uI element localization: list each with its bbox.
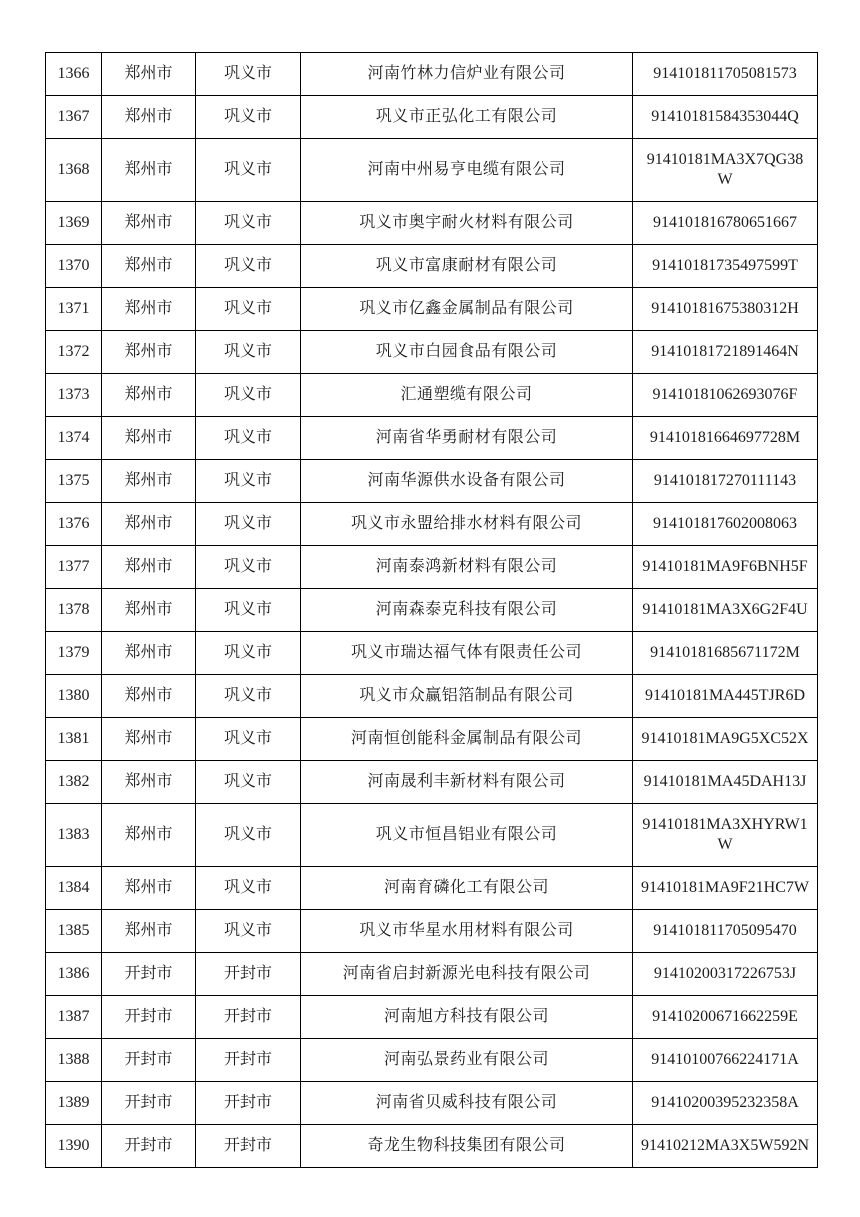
document-page [45, 52, 817, 1168]
table-row [46, 675, 818, 718]
row-number-cell: 1384 [46, 867, 102, 910]
table-row [46, 910, 818, 953]
company-name-cell: 巩义市正弘化工有限公司 [301, 96, 633, 139]
company-name-cell: 河南恒创能科金属制品有限公司 [301, 718, 633, 761]
row-number-cell: 1390 [46, 1125, 102, 1168]
company-name-cell: 巩义市瑞达福气体有限责任公司 [301, 632, 633, 675]
table-row [46, 460, 818, 503]
district-cell: 开封市 [196, 1125, 301, 1168]
city-cell: 郑州市 [102, 910, 196, 953]
company-name-cell: 巩义市恒昌铝业有限公司 [301, 804, 633, 867]
credit-code-cell: 91410181675380312H [633, 288, 818, 331]
company-name-cell: 河南森泰克科技有限公司 [301, 589, 633, 632]
district-cell: 巩义市 [196, 374, 301, 417]
city-cell: 郑州市 [102, 245, 196, 288]
credit-code-cell: 914101816780651667 [633, 202, 818, 245]
credit-code-cell: 91410181062693076F [633, 374, 818, 417]
table-row [46, 761, 818, 804]
table-row [46, 953, 818, 996]
company-name-cell: 巩义市众赢铝箔制品有限公司 [301, 675, 633, 718]
row-number-cell: 1379 [46, 632, 102, 675]
district-cell: 巩义市 [196, 417, 301, 460]
district-cell: 巩义市 [196, 546, 301, 589]
credit-code-cell: 914101817602008063 [633, 503, 818, 546]
row-number-cell: 1378 [46, 589, 102, 632]
district-cell: 巩义市 [196, 202, 301, 245]
credit-code-cell: 91410181MA3X7QG38W [633, 139, 818, 202]
row-number-cell: 1367 [46, 96, 102, 139]
row-number-cell: 1380 [46, 675, 102, 718]
city-cell: 郑州市 [102, 761, 196, 804]
company-name-cell: 巩义市亿鑫金属制品有限公司 [301, 288, 633, 331]
city-cell: 郑州市 [102, 53, 196, 96]
credit-code-cell: 91410181735497599T [633, 245, 818, 288]
district-cell: 巩义市 [196, 288, 301, 331]
city-cell: 郑州市 [102, 288, 196, 331]
city-cell: 开封市 [102, 953, 196, 996]
city-cell: 郑州市 [102, 139, 196, 202]
city-cell: 开封市 [102, 996, 196, 1039]
row-number-cell: 1387 [46, 996, 102, 1039]
district-cell: 巩义市 [196, 632, 301, 675]
company-name-cell: 河南竹林力信炉业有限公司 [301, 53, 633, 96]
row-number-cell: 1366 [46, 53, 102, 96]
row-number-cell: 1374 [46, 417, 102, 460]
row-number-cell: 1371 [46, 288, 102, 331]
table-row [46, 288, 818, 331]
table-row [46, 245, 818, 288]
city-cell: 郑州市 [102, 632, 196, 675]
table-row [46, 867, 818, 910]
credit-code-cell: 91410181MA445TJR6D [633, 675, 818, 718]
row-number-cell: 1373 [46, 374, 102, 417]
row-number-cell: 1389 [46, 1082, 102, 1125]
city-cell: 郑州市 [102, 331, 196, 374]
row-number-cell: 1383 [46, 804, 102, 867]
city-cell: 郑州市 [102, 675, 196, 718]
row-number-cell: 1368 [46, 139, 102, 202]
table-body [46, 53, 818, 1168]
district-cell: 巩义市 [196, 867, 301, 910]
city-cell: 郑州市 [102, 589, 196, 632]
city-cell: 郑州市 [102, 718, 196, 761]
table-row [46, 503, 818, 546]
company-table [45, 52, 818, 1168]
district-cell: 开封市 [196, 996, 301, 1039]
table-row [46, 96, 818, 139]
district-cell: 巩义市 [196, 331, 301, 374]
credit-code-cell: 914101811705081573 [633, 53, 818, 96]
district-cell: 巩义市 [196, 718, 301, 761]
city-cell: 郑州市 [102, 503, 196, 546]
city-cell: 开封市 [102, 1125, 196, 1168]
row-number-cell: 1381 [46, 718, 102, 761]
city-cell: 郑州市 [102, 96, 196, 139]
district-cell: 开封市 [196, 1082, 301, 1125]
district-cell: 巩义市 [196, 503, 301, 546]
company-name-cell: 河南弘景药业有限公司 [301, 1039, 633, 1082]
district-cell: 巩义市 [196, 804, 301, 867]
district-cell: 巩义市 [196, 245, 301, 288]
table-row [46, 996, 818, 1039]
row-number-cell: 1386 [46, 953, 102, 996]
company-name-cell: 河南中州易亨电缆有限公司 [301, 139, 633, 202]
row-number-cell: 1388 [46, 1039, 102, 1082]
row-number-cell: 1372 [46, 331, 102, 374]
company-name-cell: 河南晟利丰新材料有限公司 [301, 761, 633, 804]
table-row [46, 374, 818, 417]
city-cell: 郑州市 [102, 804, 196, 867]
company-name-cell: 巩义市华星水用材料有限公司 [301, 910, 633, 953]
credit-code-cell: 91410181MA45DAH13J [633, 761, 818, 804]
table-row [46, 804, 818, 867]
credit-code-cell: 91410181584353044Q [633, 96, 818, 139]
district-cell: 巩义市 [196, 139, 301, 202]
city-cell: 郑州市 [102, 374, 196, 417]
row-number-cell: 1369 [46, 202, 102, 245]
table-row [46, 1082, 818, 1125]
table-row [46, 1039, 818, 1082]
credit-code-cell: 91410200671662259E [633, 996, 818, 1039]
district-cell: 开封市 [196, 1039, 301, 1082]
table-row [46, 718, 818, 761]
company-name-cell: 河南省贝威科技有限公司 [301, 1082, 633, 1125]
credit-code-cell: 91410100766224171A [633, 1039, 818, 1082]
district-cell: 巩义市 [196, 96, 301, 139]
company-name-cell: 奇龙生物科技集团有限公司 [301, 1125, 633, 1168]
credit-code-cell: 91410181MA9F21HC7W [633, 867, 818, 910]
credit-code-cell: 91410181MA9F6BNH5F [633, 546, 818, 589]
credit-code-cell: 91410200395232358A [633, 1082, 818, 1125]
city-cell: 郑州市 [102, 867, 196, 910]
table-row [46, 417, 818, 460]
table-row [46, 202, 818, 245]
row-number-cell: 1385 [46, 910, 102, 953]
table-row [46, 331, 818, 374]
company-name-cell: 河南省启封新源光电科技有限公司 [301, 953, 633, 996]
table-row [46, 53, 818, 96]
row-number-cell: 1370 [46, 245, 102, 288]
company-name-cell: 河南华源供水设备有限公司 [301, 460, 633, 503]
district-cell: 巩义市 [196, 589, 301, 632]
credit-code-cell: 91410212MA3X5W592N [633, 1125, 818, 1168]
credit-code-cell: 91410181MA3XHYRW1W [633, 804, 818, 867]
district-cell: 巩义市 [196, 761, 301, 804]
credit-code-cell: 91410181MA9G5XC52X [633, 718, 818, 761]
row-number-cell: 1376 [46, 503, 102, 546]
company-name-cell: 河南旭方科技有限公司 [301, 996, 633, 1039]
table-row [46, 632, 818, 675]
district-cell: 开封市 [196, 953, 301, 996]
table-row [46, 1125, 818, 1168]
city-cell: 郑州市 [102, 202, 196, 245]
company-name-cell: 巩义市富康耐材有限公司 [301, 245, 633, 288]
company-name-cell: 巩义市永盟给排水材料有限公司 [301, 503, 633, 546]
city-cell: 郑州市 [102, 460, 196, 503]
credit-code-cell: 91410181685671172M [633, 632, 818, 675]
credit-code-cell: 91410181664697728M [633, 417, 818, 460]
district-cell: 巩义市 [196, 910, 301, 953]
company-name-cell: 汇通塑缆有限公司 [301, 374, 633, 417]
company-name-cell: 巩义市奥宇耐火材料有限公司 [301, 202, 633, 245]
district-cell: 巩义市 [196, 53, 301, 96]
company-name-cell: 河南省华勇耐材有限公司 [301, 417, 633, 460]
row-number-cell: 1375 [46, 460, 102, 503]
district-cell: 巩义市 [196, 675, 301, 718]
city-cell: 开封市 [102, 1039, 196, 1082]
row-number-cell: 1382 [46, 761, 102, 804]
credit-code-cell: 91410181MA3X6G2F4U [633, 589, 818, 632]
credit-code-cell: 91410200317226753J [633, 953, 818, 996]
credit-code-cell: 914101811705095470 [633, 910, 818, 953]
credit-code-cell: 914101817270111143 [633, 460, 818, 503]
row-number-cell: 1377 [46, 546, 102, 589]
company-name-cell: 河南育磷化工有限公司 [301, 867, 633, 910]
company-name-cell: 巩义市白园食品有限公司 [301, 331, 633, 374]
city-cell: 开封市 [102, 1082, 196, 1125]
table-row [46, 546, 818, 589]
table-row [46, 589, 818, 632]
district-cell: 巩义市 [196, 460, 301, 503]
credit-code-cell: 91410181721891464N [633, 331, 818, 374]
city-cell: 郑州市 [102, 417, 196, 460]
table-row [46, 139, 818, 202]
company-name-cell: 河南泰鸿新材料有限公司 [301, 546, 633, 589]
city-cell: 郑州市 [102, 546, 196, 589]
